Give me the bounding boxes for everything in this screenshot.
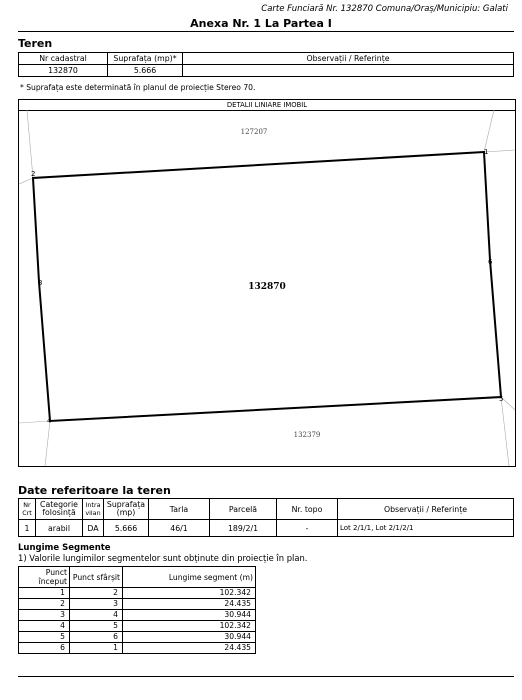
lungime-row: [19, 599, 256, 610]
neighbor-south-label: 132379: [293, 431, 321, 439]
lungime-row: [19, 632, 256, 643]
page-title: Anexa Nr. 1 La Partea I: [190, 17, 332, 30]
neighbor-line-e: [484, 150, 515, 152]
cell-length: 102.342: [123, 588, 256, 599]
point-label-6: 6: [488, 258, 493, 266]
lungime-row: [19, 610, 256, 621]
point-label-3: 3: [38, 279, 43, 287]
teren-table: [18, 52, 514, 77]
col-nr-cadastral: Nr cadastral: [19, 53, 108, 65]
cell-observatii: [183, 65, 514, 77]
cell-start: 6: [19, 643, 70, 654]
cell-nr-topo: -: [277, 520, 338, 537]
lungime-table-header: [19, 567, 256, 588]
col-suprafata: Suprafața (mp)*: [108, 53, 183, 65]
lungime-row: [19, 643, 256, 654]
col-punct-sfarsit: Punct sfârșit: [70, 567, 123, 588]
teren-table-row: [19, 65, 514, 77]
neighbor-line-nw: [27, 110, 36, 178]
cell-intravilan: DA: [83, 520, 104, 537]
suprafata-note: * Suprafața este determinată în planul de proiecție Stereo 70.: [20, 83, 256, 92]
parcel-plan-svg: [19, 110, 515, 466]
col-tarla: Tarla: [149, 499, 210, 520]
teren-section-title: Teren: [18, 37, 53, 50]
plan-label: DETALII LINIARE IMOBIL: [18, 99, 516, 111]
cell-suprafata: 5.666: [108, 65, 183, 77]
date-referitoare-row: [19, 520, 514, 537]
neighbor-line-sw: [19, 421, 50, 423]
cell-start: 2: [19, 599, 70, 610]
point-label-2: 2: [31, 170, 36, 178]
col-nr-topo: Nr. topo: [277, 499, 338, 520]
cell-end: 6: [70, 632, 123, 643]
cell-end: 1: [70, 643, 123, 654]
teren-table-header: [19, 53, 514, 65]
cell-nr-crt: 1: [19, 520, 36, 537]
cell-length: 102.342: [123, 621, 256, 632]
cell-categorie: arabil: [36, 520, 83, 537]
col-observatii: Observații / Referințe: [183, 53, 514, 65]
date-referitoare-header: [19, 499, 514, 520]
cell-length: 30.944: [123, 632, 256, 643]
cell-observatii-referinte: Lot 2/1/1, Lot 2/1/2/1: [338, 520, 514, 537]
lungime-segmente-table: [18, 566, 256, 654]
cell-suprafata-mp: 5.666: [104, 520, 149, 537]
col-punct-inceput: Punct început: [19, 567, 70, 588]
col-nr-crt: Nr Crt: [19, 499, 36, 520]
neighbor-north-label: 127207: [240, 128, 268, 136]
cell-end: 5: [70, 621, 123, 632]
cell-start: 4: [19, 621, 70, 632]
date-referitoare-table: [18, 498, 514, 537]
cell-parcela: 189/2/1: [210, 520, 277, 537]
lungime-segmente-title: Lungime Segmente: [18, 543, 111, 553]
cell-length: 24.435: [123, 599, 256, 610]
point-label-1: 1: [484, 148, 489, 156]
col-observatii-referinte: Observații / Referințe: [338, 499, 514, 520]
cell-nr-cadastral: 132870: [19, 65, 108, 77]
date-referitoare-title: Date referitoare la teren: [18, 484, 171, 497]
col-categorie: Categorie folosință: [36, 499, 83, 520]
cell-start: 3: [19, 610, 70, 621]
point-label-5: 5: [499, 395, 504, 403]
cell-end: 2: [70, 588, 123, 599]
cell-end: 3: [70, 599, 123, 610]
carte-funciara-header: Carte Funciară Nr. 132870 Comuna/Oraș/Municipiu: Galati: [261, 4, 508, 14]
point-label-4: 4: [47, 417, 52, 425]
neighbor-line-w: [19, 178, 33, 184]
cell-length: 24.435: [123, 643, 256, 654]
cell-end: 4: [70, 610, 123, 621]
bottom-divider: [18, 676, 514, 677]
neighbor-line-ne: [484, 110, 494, 152]
lungime-segmente-note: 1) Valorile lungimilor segmentelor sunt obținute din proiecție în plan.: [18, 553, 308, 563]
title-divider: [18, 31, 514, 32]
col-parcela: Parcelă: [210, 499, 277, 520]
neighbor-line-ssw: [45, 421, 50, 466]
col-lungime-segment: Lungime segment (m): [123, 567, 256, 588]
cell-length: 30.944: [123, 610, 256, 621]
cell-start: 1: [19, 588, 70, 599]
col-intravilan: Intra vilan: [83, 499, 104, 520]
lungime-row: [19, 621, 256, 632]
cell-tarla: 46/1: [149, 520, 210, 537]
parcel-number-label: 132870: [248, 282, 286, 292]
col-suprafata-mp: Suprafața (mp): [104, 499, 149, 520]
neighbor-line-s: [501, 397, 509, 466]
cell-start: 5: [19, 632, 70, 643]
parcel-plan: [18, 110, 516, 467]
lungime-row: [19, 588, 256, 599]
